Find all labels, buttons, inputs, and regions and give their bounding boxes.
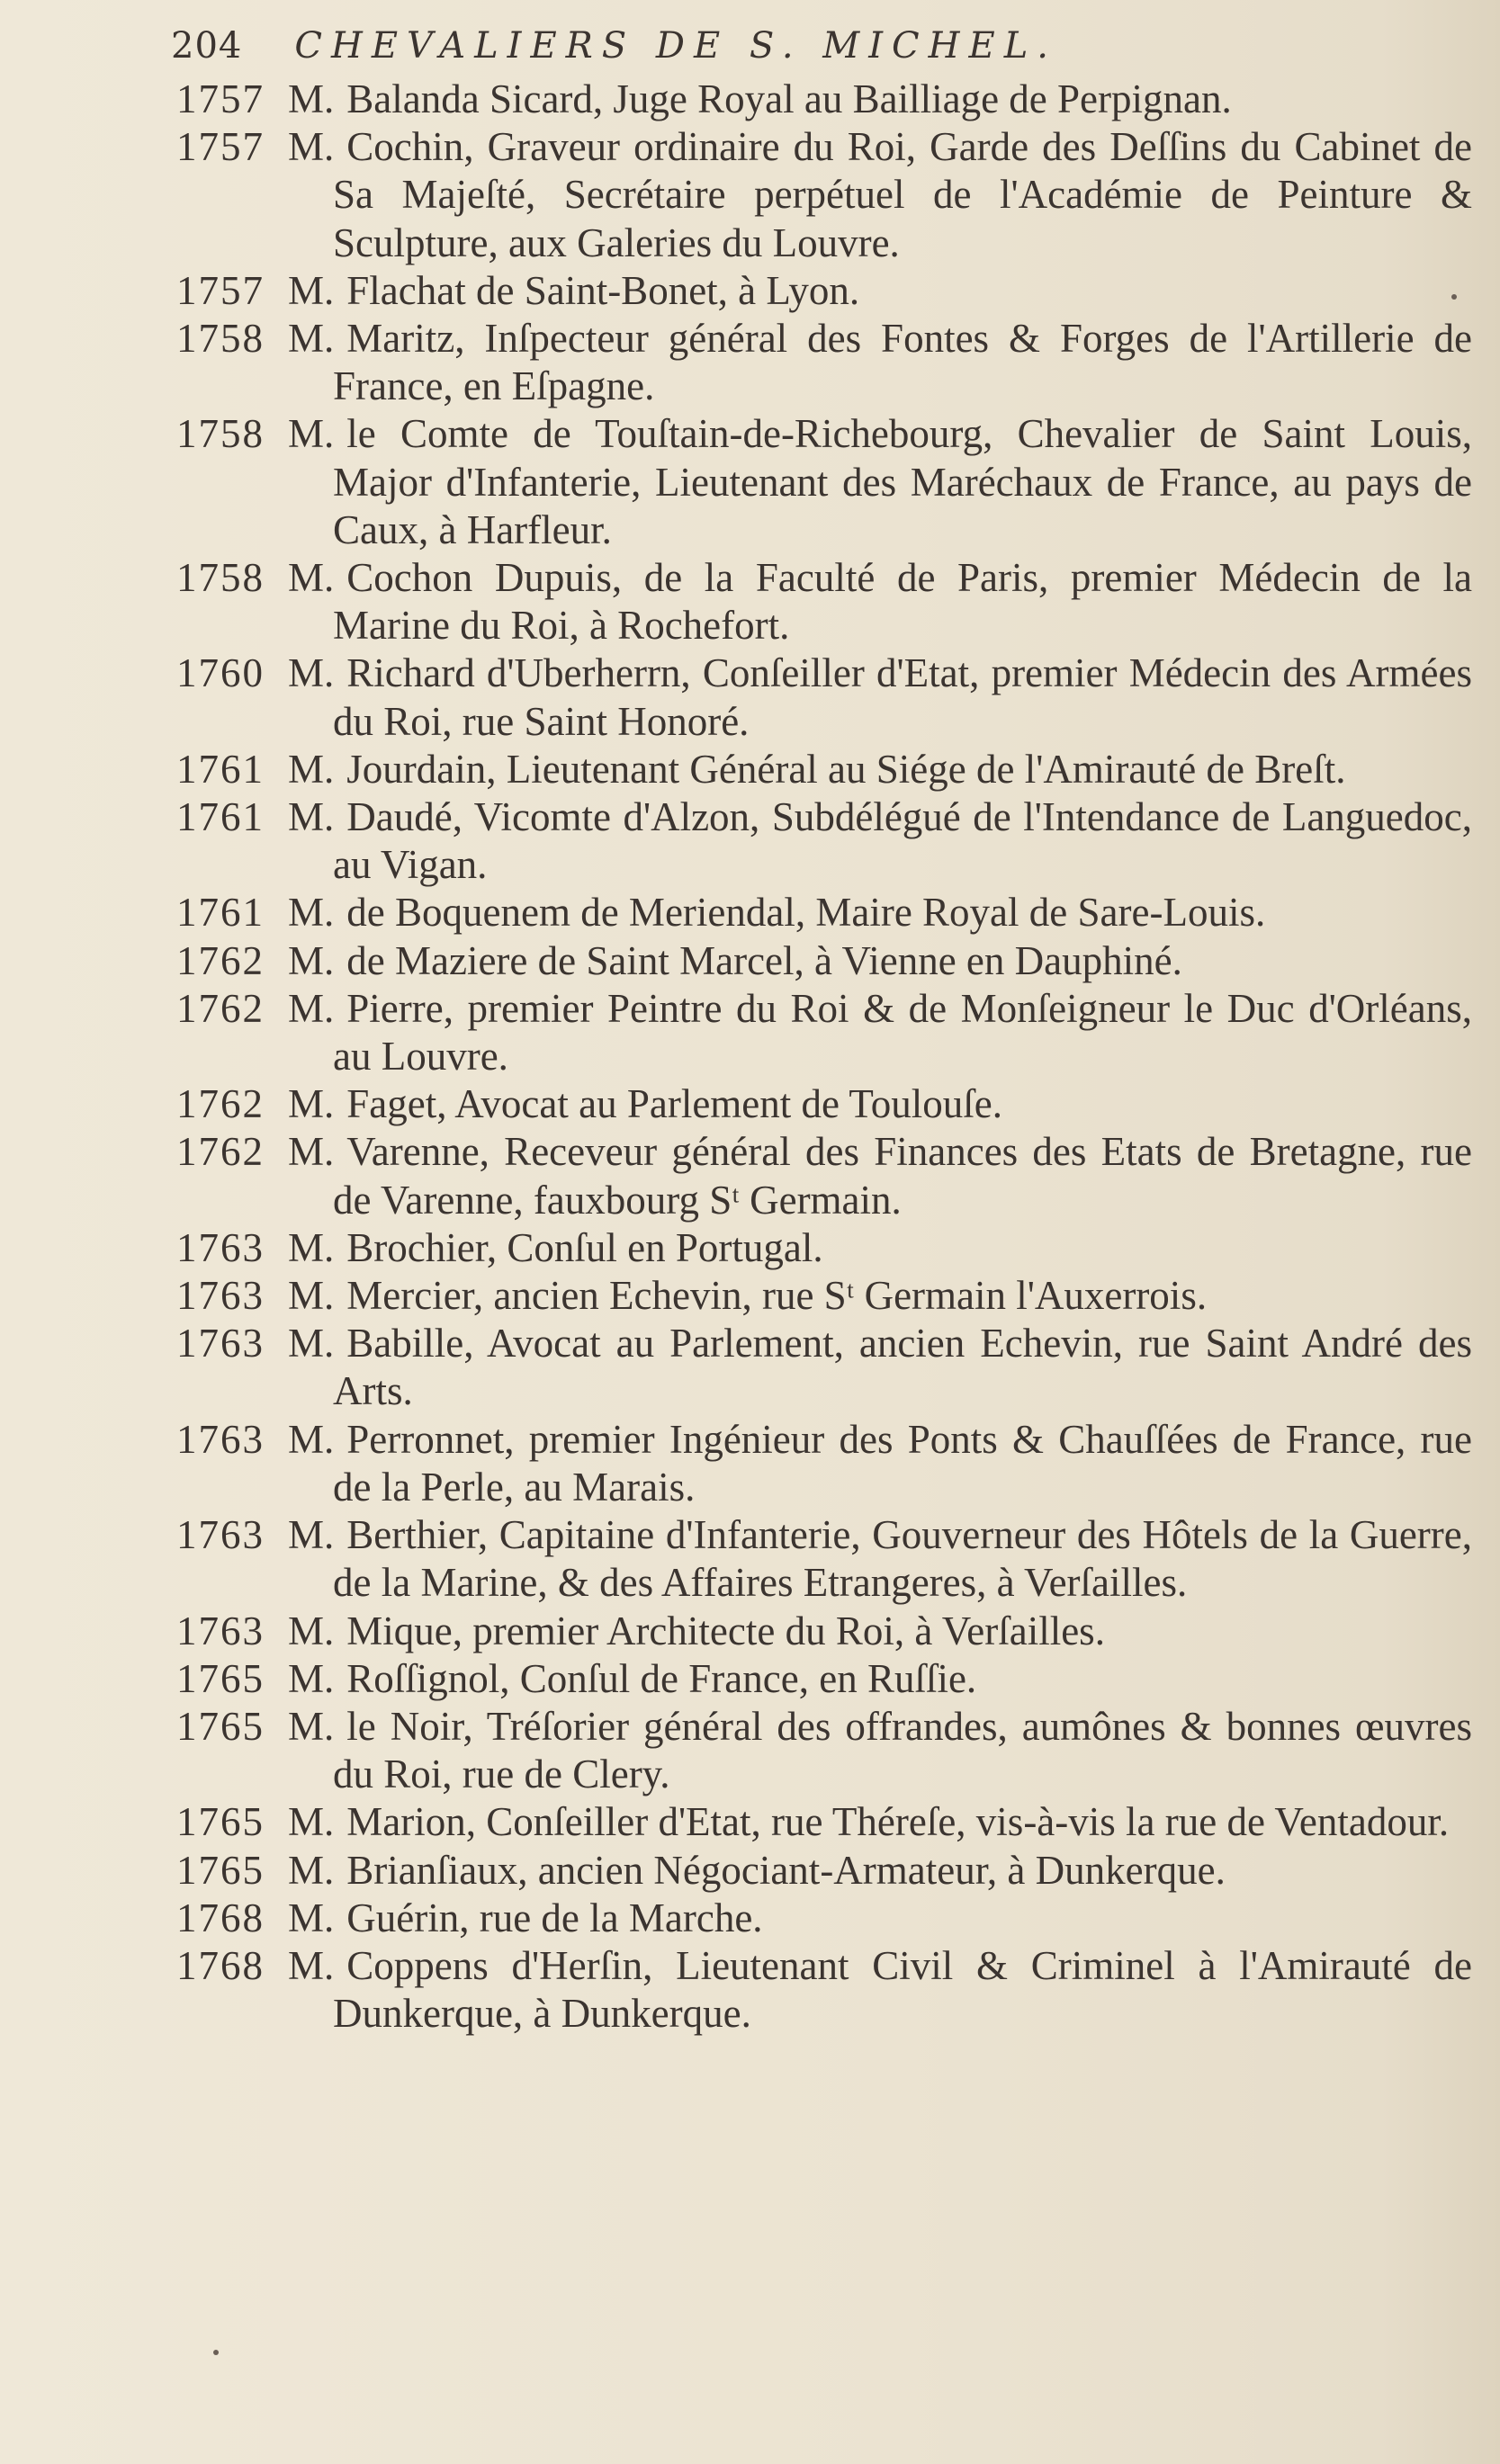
entry-year: 1768 bbox=[176, 1895, 265, 1940]
entry-title: M. bbox=[288, 1847, 335, 1893]
entry-year: 1757 bbox=[176, 124, 265, 170]
entry-text: Flachat de Saint-Bonet, à Lyon. bbox=[346, 267, 860, 313]
entry-title: M. bbox=[288, 1895, 335, 1940]
entry-text: Marion, Conſeiller d'Etat, rue Théreſe, vis-à-vis la rue de Ventadour. bbox=[346, 1799, 1450, 1845]
entry-title: M. bbox=[288, 937, 335, 983]
entry-title: M. bbox=[288, 1655, 335, 1701]
entry-title: M. bbox=[288, 1608, 335, 1653]
entry-text: Jourdain, Lieutenant Général au Siége de l'Amirauté de Breſt. bbox=[346, 746, 1346, 792]
list-item bbox=[176, 1511, 1472, 1607]
entry-text: le Noir, Tréſorier général des offrandes, aumônes & bonnes œuvres du Roi, rue de Clery. bbox=[333, 1703, 1472, 1797]
list-item bbox=[176, 315, 1472, 410]
list-item bbox=[176, 1895, 1472, 1942]
entry-year: 1763 bbox=[176, 1608, 265, 1653]
entry-year: 1761 bbox=[176, 890, 265, 936]
list-item bbox=[176, 746, 1472, 793]
list-item bbox=[176, 650, 1472, 745]
list-item bbox=[176, 554, 1472, 650]
entry-text: Mercier, ancien Echevin, rue Sᵗ Germain l'Auxerrois. bbox=[346, 1273, 1208, 1319]
list-item bbox=[176, 1655, 1472, 1703]
list-item bbox=[176, 1942, 1472, 2038]
entry-year: 1762 bbox=[176, 1081, 265, 1127]
entry-title: M. bbox=[288, 985, 335, 1031]
list-item bbox=[176, 1703, 1472, 1798]
entry-text: Roſſignol, Conſul de France, en Ruſſie. bbox=[346, 1655, 977, 1701]
entry-year: 1758 bbox=[176, 411, 265, 457]
list-item bbox=[176, 985, 1472, 1080]
entry-text: Balanda Sicard, Juge Royal au Bailliage de Perpignan. bbox=[346, 76, 1232, 121]
entry-year: 1758 bbox=[176, 555, 265, 601]
entry-text: Brianſiaux, ancien Négociant-Armateur, à Dunkerque. bbox=[346, 1847, 1226, 1893]
list-item bbox=[176, 123, 1472, 267]
entry-text: Brochier, Conſul en Portugal. bbox=[346, 1224, 823, 1270]
entry-text: Daudé, Vicomte d'Alzon, Subdélégué de l'Intendance de Languedoc, au Vigan. bbox=[333, 794, 1472, 888]
entry-title: M. bbox=[288, 1942, 335, 1988]
list-item bbox=[176, 793, 1472, 889]
entry-title: M. bbox=[288, 316, 335, 362]
ink-speck bbox=[1451, 294, 1457, 300]
ink-speck bbox=[213, 2350, 219, 2355]
entry-title: M. bbox=[288, 746, 335, 792]
entry-title: M. bbox=[288, 1224, 335, 1270]
entry-text: le Comte de Touſtain-de-Richebourg, Chevalier de Saint Louis, Major d'Infanterie, Lieutenant des Maréchaux de France, au pays de Caux, à Harfleur. bbox=[333, 411, 1472, 552]
page-number: 204 bbox=[171, 25, 243, 67]
entry-year: 1763 bbox=[176, 1416, 265, 1462]
entry-year: 1765 bbox=[176, 1703, 265, 1749]
list-item bbox=[176, 1416, 1472, 1511]
entry-title: M. bbox=[288, 76, 335, 121]
entry-text: Cochon Dupuis, de la Faculté de Paris, premier Médecin de la Marine du Roi, à Rochefort. bbox=[333, 555, 1472, 649]
entry-text: de Maziere de Saint Marcel, à Vienne en Dauphiné. bbox=[346, 937, 1182, 983]
entry-year: 1768 bbox=[176, 1942, 265, 1988]
entry-text: Perronnet, premier Ingénieur des Ponts & Chauſſées de France, rue de la Perle, au Marais. bbox=[333, 1416, 1472, 1510]
entry-title: M. bbox=[288, 1512, 335, 1558]
entry-year: 1763 bbox=[176, 1512, 265, 1558]
entry-year: 1762 bbox=[176, 985, 265, 1031]
entry-year: 1763 bbox=[176, 1321, 265, 1366]
entry-year: 1763 bbox=[176, 1273, 265, 1319]
entry-year: 1762 bbox=[176, 937, 265, 983]
entry-text: Faget, Avocat au Parlement de Toulouſe. bbox=[346, 1081, 1003, 1127]
entry-title: M. bbox=[288, 1129, 335, 1175]
entry-title: M. bbox=[288, 411, 335, 457]
list-item bbox=[176, 1608, 1472, 1655]
entry-text: Pierre, premier Peintre du Roi & de Monſeigneur le Duc d'Orléans, au Louvre. bbox=[333, 985, 1472, 1080]
list-item bbox=[176, 410, 1472, 554]
entry-year: 1757 bbox=[176, 76, 265, 121]
entry-year: 1757 bbox=[176, 267, 265, 313]
entry-text: Cochin, Graveur ordinaire du Roi, Garde des Deſſins du Cabinet de Sa Majeſté, Secrétaire perpétuel de l'Académie de Peinture & Sculpture, aux Galeries du Louvre. bbox=[333, 124, 1472, 265]
entry-title: M. bbox=[288, 267, 335, 313]
entry-title: M. bbox=[288, 1081, 335, 1127]
entry-list bbox=[176, 76, 1472, 2038]
list-item bbox=[176, 1320, 1472, 1415]
entry-title: M. bbox=[288, 650, 335, 696]
list-item bbox=[176, 1128, 1472, 1223]
entry-text: Babille, Avocat au Parlement, ancien Echevin, rue Saint André des Arts. bbox=[333, 1321, 1472, 1414]
entry-title: M. bbox=[288, 890, 335, 936]
entry-text: Guérin, rue de la Marche. bbox=[346, 1895, 763, 1940]
list-item bbox=[176, 1080, 1472, 1128]
entry-text: Berthier, Capitaine d'Infanterie, Gouverneur des Hôtels de la Guerre, de la Marine, & des Affaires Etrangeres, à Verſailles. bbox=[333, 1512, 1472, 1606]
entry-title: M. bbox=[288, 555, 335, 601]
entry-year: 1762 bbox=[176, 1129, 265, 1175]
entry-text: Varenne, Receveur général des Finances des Etats de Bretagne, rue de Varenne, fauxbourg Sᵗ Germain. bbox=[333, 1129, 1472, 1223]
entry-year: 1765 bbox=[176, 1655, 265, 1701]
entry-text: Coppens d'Herſin, Lieutenant Civil & Criminel à l'Amirauté de Dunkerque, à Dunkerque. bbox=[333, 1942, 1472, 2037]
list-item bbox=[176, 1224, 1472, 1272]
list-item bbox=[176, 76, 1472, 123]
entry-year: 1760 bbox=[176, 650, 265, 696]
entry-year: 1758 bbox=[176, 316, 265, 362]
entry-year: 1761 bbox=[176, 794, 265, 840]
running-title: CHEVALIERS DE S. MICHEL. bbox=[294, 25, 1058, 67]
list-item bbox=[176, 1798, 1472, 1846]
entry-title: M. bbox=[288, 1703, 335, 1749]
entry-title: M. bbox=[288, 1799, 335, 1845]
entry-title: M. bbox=[288, 1416, 335, 1462]
entry-text: Maritz, Inſpecteur général des Fontes & Forges de l'Artillerie de France, en Eſpagne. bbox=[333, 316, 1472, 409]
entry-year: 1763 bbox=[176, 1224, 265, 1270]
entry-title: M. bbox=[288, 1321, 335, 1366]
list-item bbox=[176, 1272, 1472, 1320]
entry-title: M. bbox=[288, 1273, 335, 1319]
entry-year: 1765 bbox=[176, 1799, 265, 1845]
entry-text: Richard d'Uberherrn, Conſeiller d'Etat, premier Médecin des Armées du Roi, rue Saint Honoré. bbox=[333, 650, 1472, 744]
entry-title: M. bbox=[288, 124, 335, 170]
entry-text: Mique, premier Architecte du Roi, à Verſailles. bbox=[346, 1608, 1105, 1653]
entry-title: M. bbox=[288, 794, 335, 840]
list-item bbox=[176, 937, 1472, 985]
entry-text: de Boquenem de Meriendal, Maire Royal de Sare-Louis. bbox=[346, 890, 1266, 936]
entry-year: 1765 bbox=[176, 1847, 265, 1893]
entry-year: 1761 bbox=[176, 746, 265, 792]
list-item bbox=[176, 267, 1472, 315]
list-item bbox=[176, 1847, 1472, 1895]
list-item bbox=[176, 889, 1472, 936]
